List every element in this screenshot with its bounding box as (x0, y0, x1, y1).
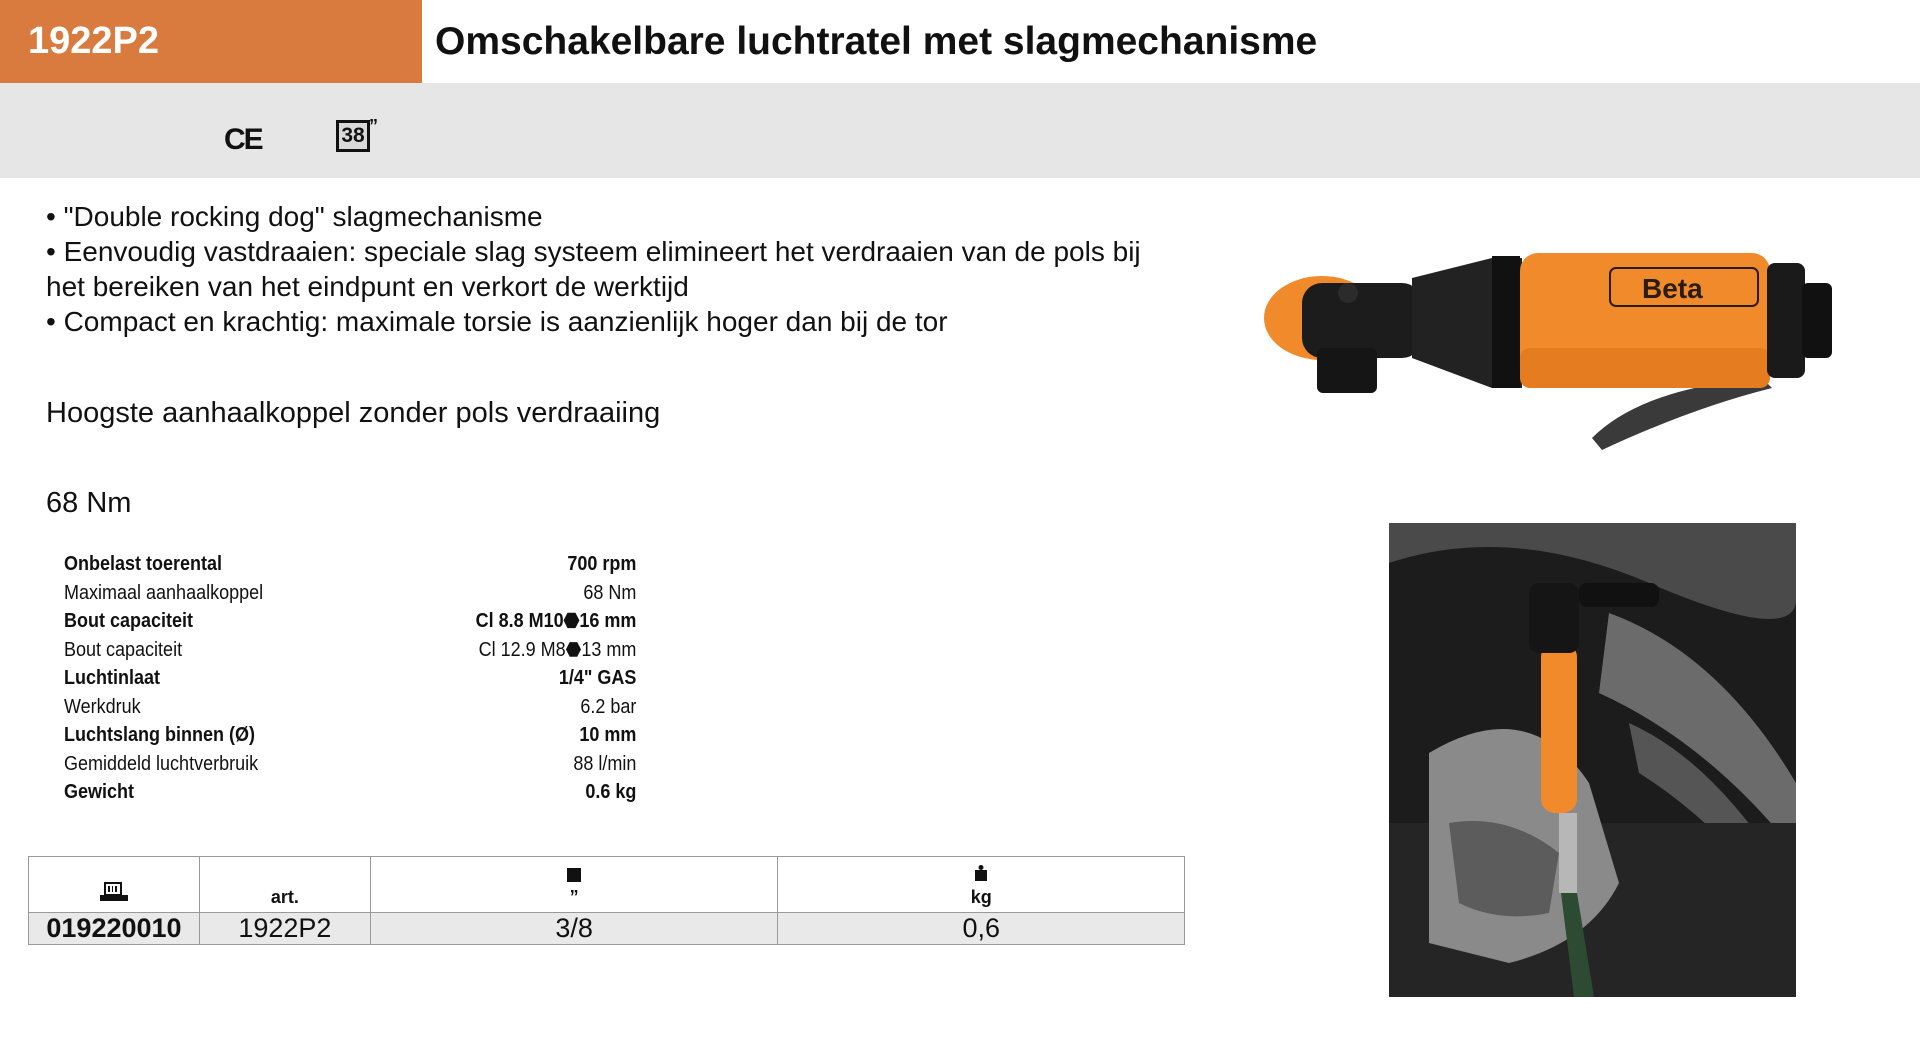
spec-row (64, 636, 636, 665)
feature-item: • "Double rocking dog" slagmechanisme (46, 201, 543, 232)
brand-logo-text: Beta (1642, 273, 1703, 304)
table-header-unit: ” (569, 887, 579, 907)
weight-icon (974, 864, 988, 882)
barcode-icon (99, 881, 129, 903)
weight-cell: 0,6 (778, 913, 1185, 945)
usage-photo-drawing (1389, 523, 1796, 997)
spec-label: Onbelast toerental (64, 553, 223, 575)
table-row (29, 913, 1185, 945)
table-header-row (29, 857, 1185, 913)
feature-list (46, 199, 1156, 339)
spec-list (64, 550, 636, 807)
spec-value: 10 mm (579, 724, 637, 746)
square-drive-icon (567, 868, 581, 882)
badge-band (0, 83, 1920, 178)
spec-row (64, 778, 636, 807)
spec-value: 6.2 bar (580, 695, 637, 718)
feature-item: • Compact en krachtig: maximale torsie is aanzienlijk hoger dan bij de tor (46, 306, 948, 337)
spec-row (64, 664, 636, 693)
table-header-cell (778, 857, 1185, 913)
spec-value: 0.6 kg (585, 781, 637, 803)
spec-row (64, 579, 636, 608)
order-table (28, 856, 1185, 945)
spec-value: 68 Nm (583, 581, 637, 604)
table-header-cell: art. (199, 857, 370, 913)
feature-item: • Eenvoudig vastdraaien: speciale slag systeem elimineert het verdraaien van de pols bij het bereiken van het eindpunt en verkort de werktijd (46, 236, 1141, 302)
spec-label: Luchtinlaat (64, 667, 161, 689)
spec-label: Gemiddeld luchtverbruik (64, 752, 259, 775)
table-header-unit: kg (970, 887, 992, 907)
drive-size-icon: 38 (336, 120, 370, 152)
spec-value: Cl 8.8 M10⬣16 mm (475, 610, 637, 632)
spec-value: 700 rpm (567, 553, 637, 575)
page-title: Omschakelbare luchtratel met slagmechanisme (435, 20, 1318, 63)
spec-row (64, 550, 636, 579)
spec-row (64, 750, 636, 779)
spec-value: Cl 12.9 M8⬣13 mm (478, 638, 637, 661)
spec-label: Werkdruk (64, 695, 141, 718)
spec-row (64, 721, 636, 750)
spec-label: Gewicht (64, 781, 135, 803)
spec-label: Bout capaciteit (64, 610, 194, 632)
drive-size-cell: 3/8 (370, 913, 778, 945)
spec-label: Luchtslang binnen (Ø) (64, 724, 255, 746)
spec-row (64, 607, 636, 636)
product-code: 1922P2 (0, 0, 422, 83)
table-header-cell (29, 857, 200, 913)
usage-photo (1389, 523, 1796, 997)
page-header (0, 0, 1920, 83)
spec-label: Bout capaciteit (64, 638, 183, 661)
drive-size-quote: ” (369, 116, 378, 136)
torque-headline: 68 Nm (46, 487, 132, 519)
subtitle: Hoogste aanhaalkoppel zonder pols verdraaiing (46, 397, 661, 429)
spec-label: Maximaal aanhaalkoppel (64, 581, 264, 604)
spec-value: 88 l/min (573, 752, 637, 775)
article-number-cell: 019220010 (29, 913, 200, 945)
product-image (1262, 238, 1882, 458)
table-header-cell (370, 857, 778, 913)
spec-value: 1/4" GAS (558, 667, 637, 689)
spec-row (64, 693, 636, 722)
ce-mark-icon: CE (224, 123, 262, 156)
article-code-cell: 1922P2 (199, 913, 370, 945)
